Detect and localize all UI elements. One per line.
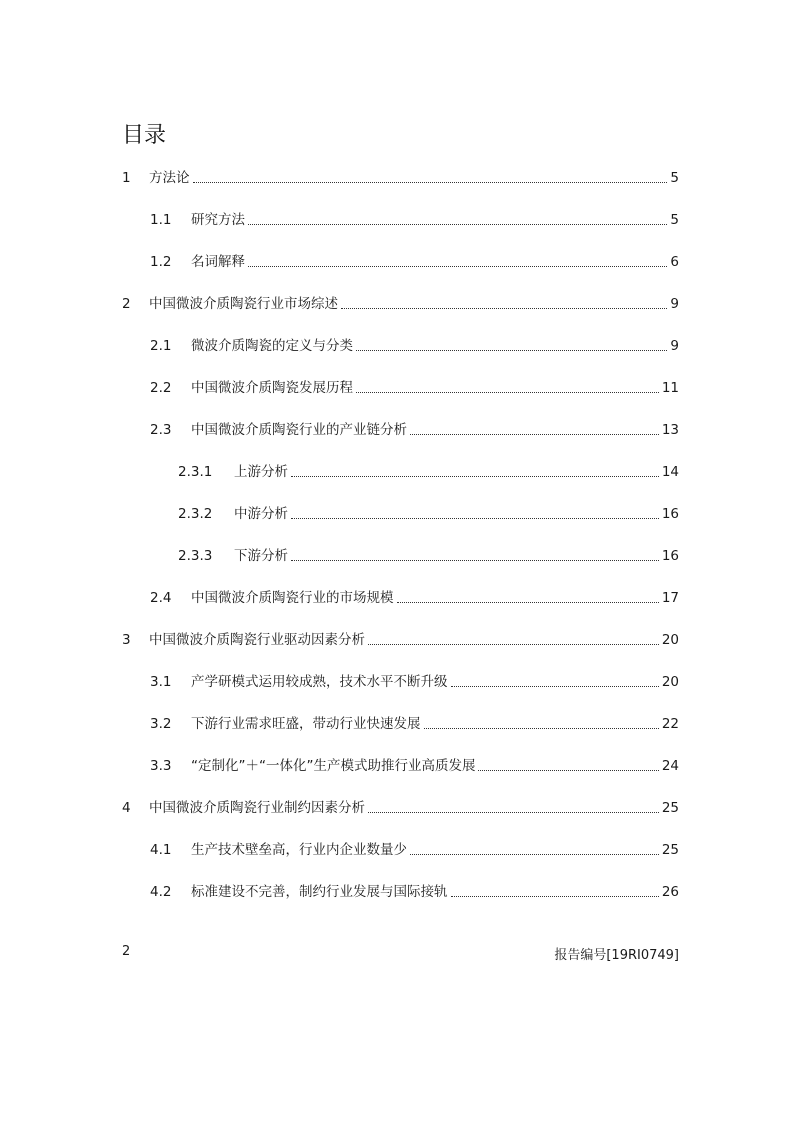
toc-leader-dots xyxy=(291,516,659,519)
toc-leader-dots xyxy=(368,642,659,645)
toc-entry-number: 2.4 xyxy=(150,590,172,606)
toc-entry-number: 2.3.3 xyxy=(178,548,213,564)
toc-entry-text: 中国微波介质陶瓷行业制约因素分析 xyxy=(149,800,365,816)
toc-entry-text: 产学研模式运用较成熟，技术水平不断升级 xyxy=(191,674,448,690)
toc-entry-text: 中国微波介质陶瓷行业的市场规模 xyxy=(191,590,394,606)
toc-entry[interactable] xyxy=(150,378,679,398)
toc-entry[interactable] xyxy=(150,840,679,860)
toc-entry-page: 25 xyxy=(661,800,679,816)
toc-leader-dots xyxy=(248,222,667,225)
toc-entry-number: 3.2 xyxy=(150,716,172,732)
toc-entry-number: 2.1 xyxy=(150,338,172,354)
toc-entry[interactable] xyxy=(150,882,679,902)
toc-entry-page: 16 xyxy=(661,548,679,564)
toc-entry-page: 5 xyxy=(670,212,679,228)
toc-leader-dots xyxy=(410,432,659,435)
toc-entry-text: 上游分析 xyxy=(234,464,288,480)
toc-entry-number: 3.3 xyxy=(150,758,172,774)
toc-entry-text: “定制化”＋“一体化”生产模式助推行业高质发展 xyxy=(191,758,476,774)
toc-entry-number: 2 xyxy=(122,296,131,312)
toc-leader-dots xyxy=(291,558,659,561)
toc-entry-page: 20 xyxy=(661,632,679,648)
toc-entry-page: 24 xyxy=(661,758,679,774)
toc-entry[interactable] xyxy=(150,336,679,356)
toc-entry-number: 2.3.2 xyxy=(178,506,213,522)
toc-entry-page: 5 xyxy=(670,170,679,186)
toc-entry-page: 9 xyxy=(670,338,679,354)
toc-entry-page: 17 xyxy=(661,590,679,606)
toc-entry-text: 下游行业需求旺盛，带动行业快速发展 xyxy=(191,716,421,732)
toc-leader-dots xyxy=(397,600,659,603)
toc-entry-number: 4.1 xyxy=(150,842,172,858)
toc-entry-number: 2.2 xyxy=(150,380,172,396)
toc-leader-dots xyxy=(291,474,659,477)
toc-entry-text: 中游分析 xyxy=(234,506,288,522)
toc-entry-text: 中国微波介质陶瓷行业市场综述 xyxy=(149,296,338,312)
toc-entry-number: 1 xyxy=(122,170,131,186)
toc-entry[interactable] xyxy=(122,294,679,314)
toc-entry-text: 方法论 xyxy=(149,170,190,186)
toc-leader-dots xyxy=(341,306,667,309)
toc-entry-page: 25 xyxy=(661,842,679,858)
toc-entry-text: 微波介质陶瓷的定义与分类 xyxy=(191,338,353,354)
toc-leader-dots xyxy=(451,684,659,687)
toc-entry-text: 生产技术壁垒高，行业内企业数量少 xyxy=(191,842,407,858)
toc-entry-text: 下游分析 xyxy=(234,548,288,564)
toc-entry[interactable] xyxy=(178,462,679,482)
toc-leader-dots xyxy=(410,852,659,855)
toc-leader-dots xyxy=(193,180,668,183)
toc-leader-dots xyxy=(356,390,659,393)
toc-entry-page: 11 xyxy=(661,380,679,396)
toc-entry-page: 20 xyxy=(661,674,679,690)
toc-leader-dots xyxy=(368,810,659,813)
toc-entry[interactable] xyxy=(150,756,679,776)
toc-entry[interactable] xyxy=(122,168,679,188)
toc-entry-number: 1.1 xyxy=(150,212,172,228)
footer-page-number: 2 xyxy=(122,944,131,959)
toc-entry[interactable] xyxy=(178,546,679,566)
toc-entry-page: 6 xyxy=(670,254,679,270)
toc-entry[interactable] xyxy=(122,630,679,650)
toc-leader-dots xyxy=(451,894,659,897)
toc-leader-dots xyxy=(356,348,667,351)
toc-entry[interactable] xyxy=(150,210,679,230)
toc-entry-text: 标准建设不完善，制约行业发展与国际接轨 xyxy=(191,884,448,900)
toc-entry-number: 4.2 xyxy=(150,884,172,900)
toc-entry-page: 26 xyxy=(661,884,679,900)
toc-entry[interactable] xyxy=(150,588,679,608)
toc-entry[interactable] xyxy=(150,672,679,692)
toc-entry[interactable] xyxy=(150,420,679,440)
toc-entry-page: 13 xyxy=(661,422,679,438)
toc-entry[interactable] xyxy=(178,504,679,524)
toc-entry-text: 研究方法 xyxy=(191,212,245,228)
toc-entry[interactable] xyxy=(122,798,679,818)
toc-entry-number: 2.3.1 xyxy=(178,464,213,480)
toc-entry[interactable] xyxy=(150,252,679,272)
toc-entry-text: 中国微波介质陶瓷行业的产业链分析 xyxy=(191,422,407,438)
toc-entry-number: 1.2 xyxy=(150,254,172,270)
toc-title: 目录 xyxy=(122,123,167,148)
toc-leader-dots xyxy=(424,726,659,729)
toc-leader-dots xyxy=(478,768,658,771)
toc-entry-page: 22 xyxy=(661,716,679,732)
toc-entry-page: 14 xyxy=(661,464,679,480)
toc-entry-text: 中国微波介质陶瓷发展历程 xyxy=(191,380,353,396)
toc-entry[interactable] xyxy=(150,714,679,734)
toc-entry-number: 4 xyxy=(122,800,131,816)
toc-leader-dots xyxy=(248,264,667,267)
toc-entry-page: 16 xyxy=(661,506,679,522)
toc-entry-number: 3 xyxy=(122,632,131,648)
footer-report-code: 报告编号[19RI0749] xyxy=(554,948,679,963)
toc-entry-page: 9 xyxy=(670,296,679,312)
toc-entry-text: 中国微波介质陶瓷行业驱动因素分析 xyxy=(149,632,365,648)
toc-entry-text: 名词解释 xyxy=(191,254,245,270)
toc-entry-number: 2.3 xyxy=(150,422,172,438)
toc-entry-number: 3.1 xyxy=(150,674,172,690)
